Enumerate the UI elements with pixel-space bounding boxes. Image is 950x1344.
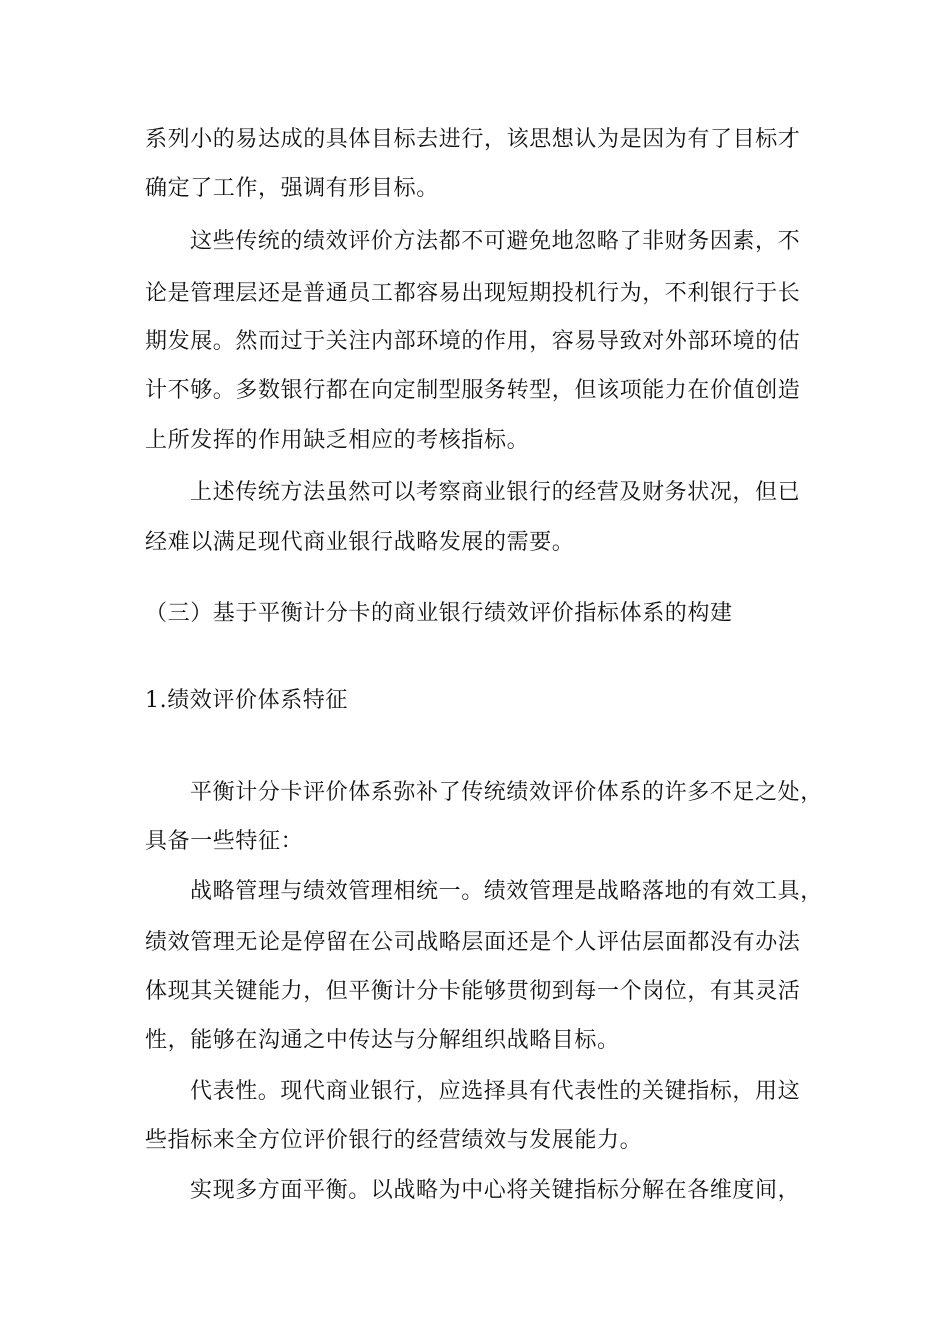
paragraph-line: 绩效管理无论是停留在公司战略层面还是个人评估层面都没有办法 (145, 930, 801, 955)
paragraph-line: 这些传统的绩效评价方法都不可避免地忽略了非财务因素，不 (190, 229, 801, 254)
paragraph-line: 上所发挥的作用缺乏相应的考核指标。 (145, 428, 530, 453)
paragraph-line: 性，能够在沟通之中传达与分解组织战略目标。 (145, 1028, 620, 1053)
paragraph-line: 体现其关键能力，但平衡计分卡能够贯彻到每一个岗位，有其灵活 (145, 979, 801, 1004)
paragraph-line: 战略管理与绩效管理相统一。绩效管理是战略落地的有效工具， (190, 879, 823, 904)
paragraph-line: 实现多方面平衡。以战略为中心将关键指标分解在各维度间， (190, 1178, 801, 1203)
paragraph-line: 平衡计分卡评价体系弥补了传统绩效评价体系的许多不足之处， (190, 780, 823, 805)
paragraph-line: 确定了工作，强调有形目标。 (145, 176, 439, 201)
subsection-heading: 1.绩效评价体系特征 (145, 688, 348, 713)
section-heading: （三）基于平衡计分卡的商业银行绩效评价指标体系的构建 (145, 601, 733, 626)
paragraph-line: 些指标来全方位评价银行的经营绩效与发展能力。 (145, 1128, 643, 1153)
paragraph-line: 代表性。现代商业银行，应选择具有代表性的关键指标，用这 (190, 1079, 801, 1104)
paragraph-line: 系列小的易达成的具体目标去进行，该思想认为是因为有了目标才 (145, 127, 801, 152)
paragraph-line: 上述传统方法虽然可以考察商业银行的经营及财务状况，但已 (190, 480, 801, 505)
paragraph-line: 经难以满足现代商业银行战略发展的需要。 (145, 530, 575, 555)
paragraph-line: 具备一些特征： (145, 829, 304, 854)
paragraph-line: 期发展。然而过于关注内部环境的作用，容易导致对外部环境的估 (145, 329, 801, 354)
paragraph-line: 计不够。多数银行都在向定制型服务转型，但该项能力在价值创造 (145, 378, 801, 403)
paragraph-line: 论是管理层还是普通员工都容易出现短期投机行为，不利银行于长 (145, 281, 801, 306)
